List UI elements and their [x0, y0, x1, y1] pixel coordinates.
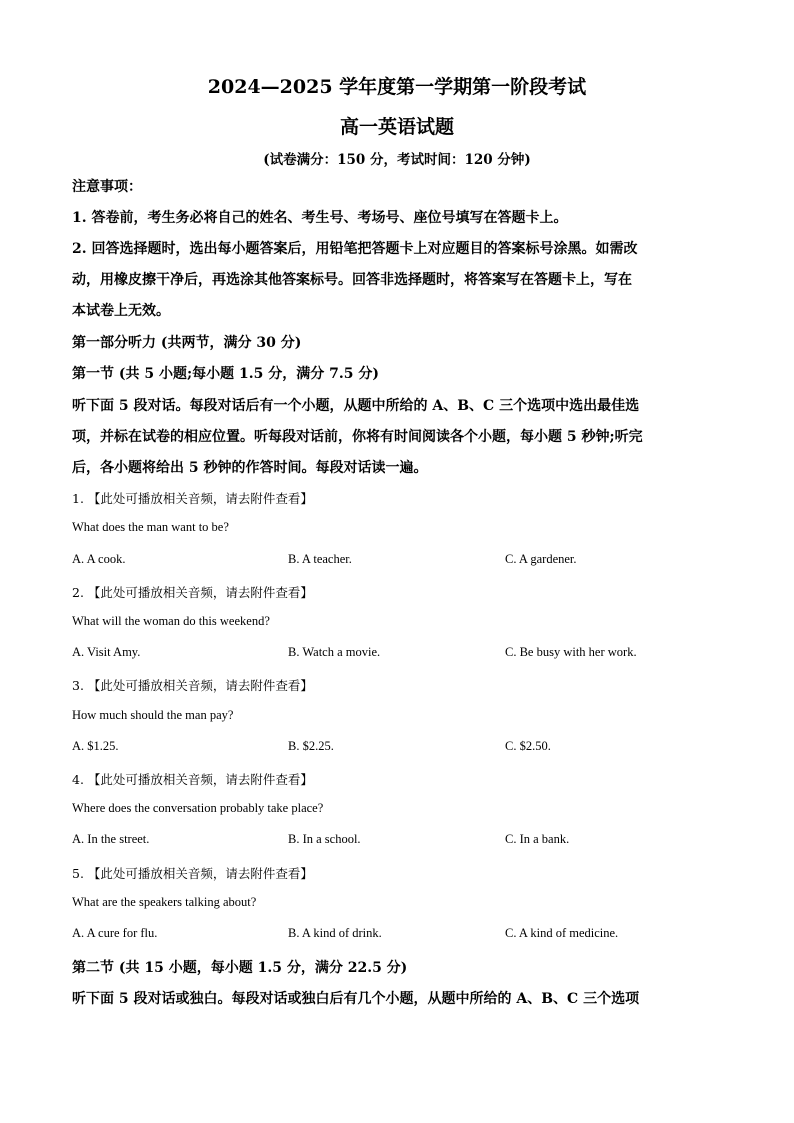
question-4-option-b: B. In a school.: [288, 832, 361, 846]
notes-heading: 注意事项：: [72, 179, 142, 195]
section2-heading: 第二节 (共 15 小题，每小题 1.5 分，满分 22.5 分): [72, 960, 408, 976]
notes-item-1: 1. 答卷前，考生务必将自己的姓名、考生号、考场号、座位号填写在答题卡上。: [72, 210, 568, 226]
question-5-text: What are the speakers talking about?: [72, 895, 257, 909]
notes-item-2-line-3: 本试卷上无效。: [72, 303, 170, 319]
question-2-text: What will the woman do this weekend?: [72, 614, 270, 628]
question-3-text: How much should the man pay?: [72, 708, 234, 722]
question-5-option-c: C. A kind of medicine.: [505, 926, 619, 940]
question-4-option-c: C. In a bank.: [505, 832, 570, 846]
question-4-audio-link[interactable]: 4. 【此处可播放相关音频，请去附件查看】: [72, 772, 313, 787]
question-2-option-b: B. Watch a movie.: [288, 645, 381, 659]
section2-instruction-line-1: 听下面 5 段对话或独白。每段对话或独白后有几个小题，从题中所给的 A、B、C 三个选项: [72, 991, 640, 1007]
question-2-option-c: C. Be busy with her work.: [505, 645, 637, 659]
question-1-option-c: C. A gardener.: [505, 552, 577, 566]
question-1-option-b: B. A teacher.: [288, 552, 352, 566]
question-5-option-b: B. A kind of drink.: [288, 926, 382, 940]
notes-item-2-line-1: 2. 回答选择题时，选出每小题答案后，用铅笔把答题卡上对应题目的答案标号涂黑。如需改: [72, 241, 638, 257]
question-1-audio-link[interactable]: 1. 【此处可播放相关音频，请去附件查看】: [72, 491, 313, 506]
exam-title: 2024—2025 学年度第一学期第一阶段考试: [207, 76, 587, 98]
question-4-text: Where does the conversation probably take place?: [72, 801, 324, 815]
section1-heading: 第一节 (共 5 小题;每小题 1.5 分，满分 7.5 分): [72, 366, 379, 382]
question-1-text: What does the man want to be?: [72, 520, 229, 534]
question-3-option-a: A. $1.25.: [72, 739, 119, 753]
exam-info: (试卷满分：150 分，考试时间：120 分钟): [263, 152, 531, 168]
part1-heading: 第一部分听力 (共两节，满分 30 分): [72, 335, 302, 351]
section1-instruction-line-2: 项，并标在试卷的相应位置。听每段对话前，你将有时间阅读各个小题，每小题 5 秒钟;听完: [72, 429, 643, 445]
question-3-option-c: C. $2.50.: [505, 739, 551, 753]
question-5-option-a: A. A cure for flu.: [72, 926, 158, 940]
question-5-audio-link[interactable]: 5. 【此处可播放相关音频，请去附件查看】: [72, 866, 313, 881]
question-1-option-a: A. A cook.: [72, 552, 126, 566]
question-3-option-b: B. $2.25.: [288, 739, 334, 753]
exam-subtitle: 高一英语试题: [339, 116, 454, 138]
notes-item-2-line-2: 动，用橡皮擦干净后，再选涂其他答案标号。回答非选择题时，将答案写在答题卡上，写在: [72, 272, 632, 288]
question-4-option-a: A. In the street.: [72, 832, 150, 846]
section1-instruction-line-1: 听下面 5 段对话。每段对话后有一个小题，从题中所给的 A、B、C 三个选项中选出最佳选: [72, 398, 640, 414]
question-3-audio-link[interactable]: 3. 【此处可播放相关音频，请去附件查看】: [72, 678, 313, 693]
section1-instruction-line-3: 后，各小题将给出 5 秒钟的作答时间。每段对话读一遍。: [72, 460, 428, 476]
question-2-audio-link[interactable]: 2. 【此处可播放相关音频，请去附件查看】: [72, 585, 313, 600]
question-2-option-a: A. Visit Amy.: [72, 645, 141, 659]
